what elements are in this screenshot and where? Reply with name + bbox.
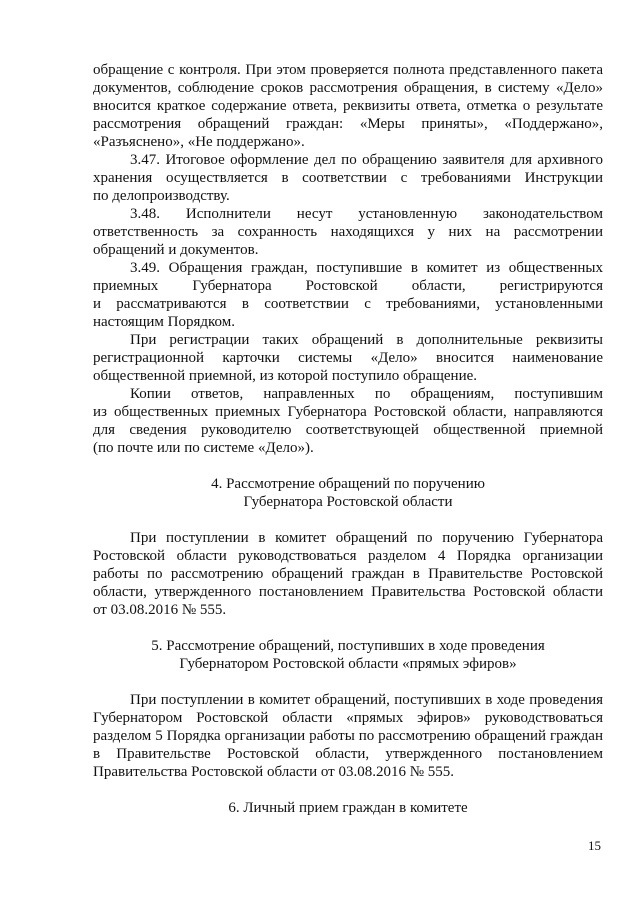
text-line: и рассматриваются в соответствии с требованиями, установленными <box>93 296 603 312</box>
paragraph-section-5: При поступлении в комитет обращений, поступивших в ходе проведения <box>130 692 603 708</box>
text-line: обращение с контроля. При этом проверяется полнота представленного пакета <box>93 62 603 78</box>
text-line: настоящим Порядком. <box>93 314 235 330</box>
text-line: регистрационной карточки системы «Дело» вносится наименование <box>93 350 603 366</box>
text-line: ответственность за сохранность находящихся у них на рассмотрении <box>93 224 603 240</box>
section-heading-6: 6. Личный прием граждан в комитете <box>228 800 468 816</box>
text-line: для сведения руководителю соответствующей общественной приемной <box>93 422 603 438</box>
paragraph-registration: При регистрации таких обращений в дополнительные реквизиты <box>130 332 603 348</box>
text-line: Губернатором Ростовской области «прямых эфиров» руководствоваться <box>93 710 603 726</box>
text-line: документов, соблюдение сроков рассмотрения обращения, в систему «Дело» <box>93 80 603 96</box>
text-line: хранения осуществляется в соответствии с требованиями Инструкции <box>93 170 603 186</box>
section-heading-5-cont: Губернатором Ростовской области «прямых эфиров» <box>179 656 517 672</box>
paragraph-section-4: При поступлении в комитет обращений по поручению Губернатора <box>130 530 603 546</box>
section-heading-5: 5. Рассмотрение обращений, поступивших в ходе проведения <box>151 638 545 654</box>
paragraph-copies: Копии ответов, направленных по обращениям, поступившим <box>130 386 603 402</box>
text-line: (по почте или по системе «Дело»). <box>93 440 314 456</box>
text-line: области, утвержденного постановлением Правительства Ростовской области <box>93 584 603 600</box>
text-line: Правительства Ростовской области от 03.08.2016 № 555. <box>93 764 455 780</box>
text-line: «Разъяснено», «Не поддержано». <box>93 134 305 150</box>
page-number: 15 <box>588 838 601 853</box>
text-line: из общественных приемных Губернатора Ростовской области, направляются <box>93 404 603 420</box>
text-line: от 03.08.2016 № 555. <box>93 602 227 618</box>
text-line: разделом 5 Порядка организации работы по рассмотрению обращений граждан <box>93 728 603 744</box>
text-line: по делопроизводству. <box>93 188 230 204</box>
text-line: обращений и документов. <box>93 242 259 258</box>
paragraph-3-47: 3.47. Итоговое оформление дел по обращению заявителя для архивного <box>130 152 603 168</box>
paragraph-3-49: 3.49. Обращения граждан, поступившие в комитет из общественных <box>130 260 603 276</box>
section-heading-4-cont: Губернатора Ростовской области <box>243 494 453 510</box>
section-heading-4: 4. Рассмотрение обращений по поручению <box>211 476 485 492</box>
text-line: вносится краткое содержание ответа, реквизиты ответа, отметка о результате <box>93 98 603 114</box>
text-line: общественной приемной, из которой поступило обращение. <box>93 368 478 384</box>
text-line: приемных Губернатора Ростовской области, регистрируются <box>93 278 603 294</box>
text-line: в Правительстве Ростовской области, утвержденного постановлением <box>93 746 603 762</box>
text-line: рассмотрения обращений граждан: «Меры приняты», «Поддержано», <box>93 116 603 132</box>
text-line: Ростовской области руководствоваться разделом 4 Порядка организации <box>93 548 603 564</box>
text-line: работы по рассмотрению обращений граждан в Правительстве Ростовской <box>93 566 603 582</box>
paragraph-3-48: 3.48. Исполнители несут установленную законодательством <box>130 206 603 222</box>
